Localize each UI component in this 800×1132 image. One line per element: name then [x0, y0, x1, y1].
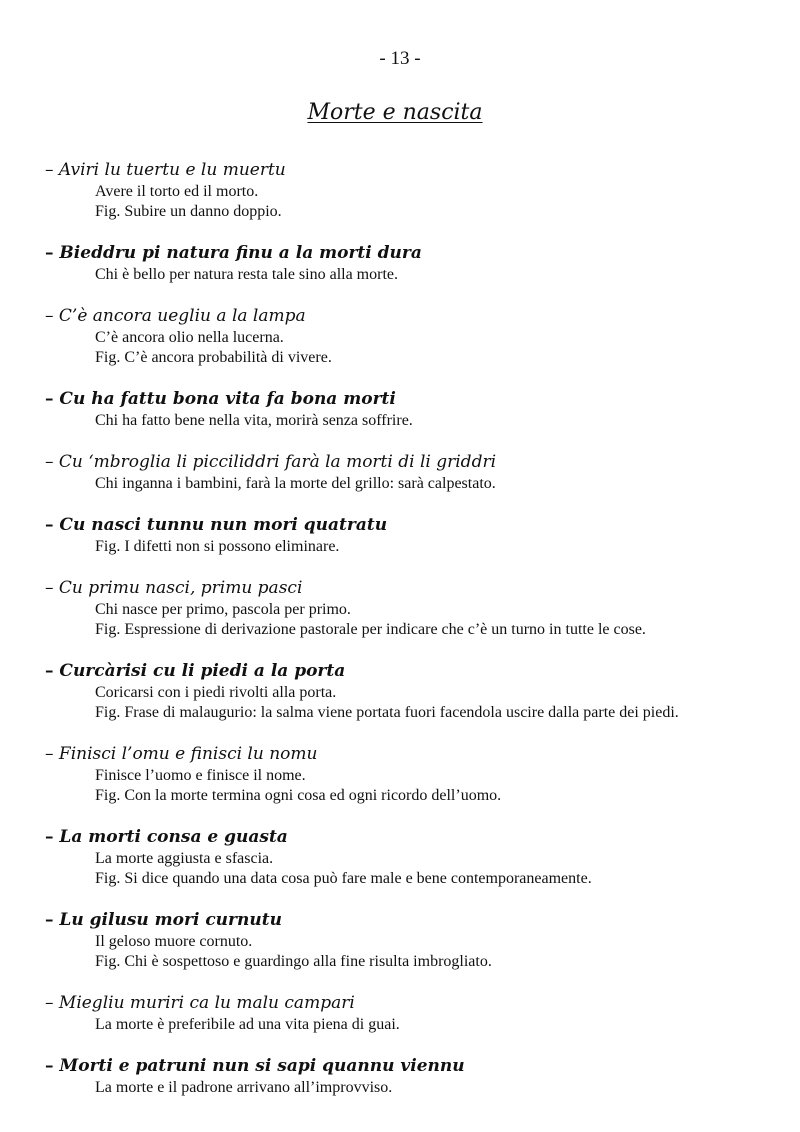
proverb-saying: [45, 304, 725, 328]
proverb-text: Finisci l’omu e finisci lu nomu: [58, 744, 318, 764]
proverb-translation: Chi inganna i bambini, farà la morte del grillo: sarà calpestato.: [95, 475, 496, 492]
proverb-figurative-meaning: Fig. Chi è sospettoso e guardingo alla fine risulta imbrogliato.: [95, 953, 492, 970]
proverb-translation: C’è ancora olio nella lucerna.: [95, 329, 284, 346]
proverb-saying: [45, 158, 725, 182]
proverb-saying: [45, 742, 725, 766]
proverb-entry: [45, 1054, 725, 1098]
page-number: - 13 -: [379, 48, 421, 69]
proverb-text: Cu ‘mbroglia li picciliddri farà la morti di li griddri: [58, 452, 497, 472]
proverb-translation: Finisce l’uomo e finisce il nome.: [95, 767, 306, 784]
dash-marker: –: [45, 661, 60, 681]
proverb-figurative-meaning: Fig. Frase di malaugurio: la salma viene portata fuori facendola uscire dalla parte dei piedi.: [95, 704, 679, 721]
proverb-translation: Chi è bello per natura resta tale sino alla morte.: [95, 266, 398, 283]
dash-marker: –: [45, 389, 60, 409]
proverb-entry: [45, 991, 725, 1035]
dash-marker: –: [45, 1056, 60, 1076]
proverb-translation: Chi ha fatto bene nella vita, morirà senza soffrire.: [95, 412, 413, 429]
proverb-list: [45, 158, 725, 1117]
dash-marker: –: [45, 578, 59, 598]
proverb-entry: [45, 742, 725, 806]
proverb-text: Cu primu nasci, primu pasci: [58, 578, 303, 598]
proverb-saying: [45, 387, 725, 411]
dash-marker: –: [45, 910, 60, 930]
proverb-entry: [45, 513, 725, 557]
proverb-text: Cu ha fattu bona vita fa bona morti: [59, 389, 396, 409]
proverb-translation: Il geloso muore cornuto.: [95, 933, 253, 950]
proverb-saying: [45, 991, 725, 1015]
proverb-saying: [45, 513, 725, 537]
proverb-translation: La morte aggiusta e sfascia.: [95, 850, 274, 867]
dash-marker: –: [45, 306, 59, 326]
proverb-translation: La morte è preferibile ad una vita piena di guai.: [95, 1016, 400, 1033]
proverb-figurative-meaning: Fig. Si dice quando una data cosa può fare male e bene contemporaneamente.: [95, 870, 592, 887]
proverb-figurative-meaning: Fig. Con la morte termina ogni cosa ed ogni ricordo dell’uomo.: [95, 787, 502, 804]
proverb-text: Curcàrisi cu li piedi a la porta: [59, 661, 346, 681]
proverb-entry: [45, 387, 725, 431]
proverb-text: La morti consa e guasta: [59, 827, 288, 847]
dash-marker: –: [45, 827, 60, 847]
proverb-text: Aviri lu tuertu e lu muertu: [58, 160, 286, 180]
proverb-entry: [45, 450, 725, 494]
dash-marker: –: [45, 160, 59, 180]
proverb-entry: [45, 659, 725, 723]
proverb-text: C’è ancora uegliu a la lampa: [58, 306, 306, 326]
proverb-saying: [45, 908, 725, 932]
proverb-saying: [45, 241, 725, 265]
proverb-saying: [45, 659, 725, 683]
proverb-text: Morti e patruni nun si sapi quannu viennu: [59, 1056, 465, 1076]
page-title: Morte e nascita: [307, 100, 483, 125]
proverb-translation: Fig. I difetti non si possono eliminare.: [95, 538, 340, 555]
proverb-entry: [45, 825, 725, 889]
proverb-translation: La morte e il padrone arrivano all’improvviso.: [95, 1079, 393, 1096]
proverb-translation: Avere il torto ed il morto.: [95, 183, 259, 200]
proverb-translation: Chi nasce per primo, pascola per primo.: [95, 601, 351, 618]
proverb-text: Miegliu muriri ca lu malu campari: [58, 993, 355, 1013]
proverb-saying: [45, 1054, 725, 1078]
proverb-saying: [45, 825, 725, 849]
proverb-entry: [45, 304, 725, 368]
proverb-saying: [45, 450, 725, 474]
proverb-figurative-meaning: Fig. C’è ancora probabilità di vivere.: [95, 349, 332, 366]
proverb-entry: [45, 576, 725, 640]
proverb-saying: [45, 576, 725, 600]
proverb-translation: Coricarsi con i piedi rivolti alla porta.: [95, 684, 337, 701]
dash-marker: –: [45, 243, 60, 263]
proverb-text: Bieddru pi natura finu a la morti dura: [59, 243, 422, 263]
proverb-figurative-meaning: Fig. Espressione di derivazione pastorale per indicare che c’è un turno in tutte le cose.: [95, 621, 646, 638]
dash-marker: –: [45, 515, 60, 535]
dash-marker: –: [45, 993, 59, 1013]
dash-marker: –: [45, 744, 59, 764]
proverb-text: Cu nasci tunnu nun mori quatratu: [59, 515, 388, 535]
proverb-entry: [45, 908, 725, 972]
proverb-text: Lu gilusu mori curnutu: [59, 910, 282, 930]
proverb-figurative-meaning: Fig. Subire un danno doppio.: [95, 203, 282, 220]
proverb-entry: [45, 241, 725, 285]
proverb-entry: [45, 158, 725, 222]
dash-marker: –: [45, 452, 59, 472]
